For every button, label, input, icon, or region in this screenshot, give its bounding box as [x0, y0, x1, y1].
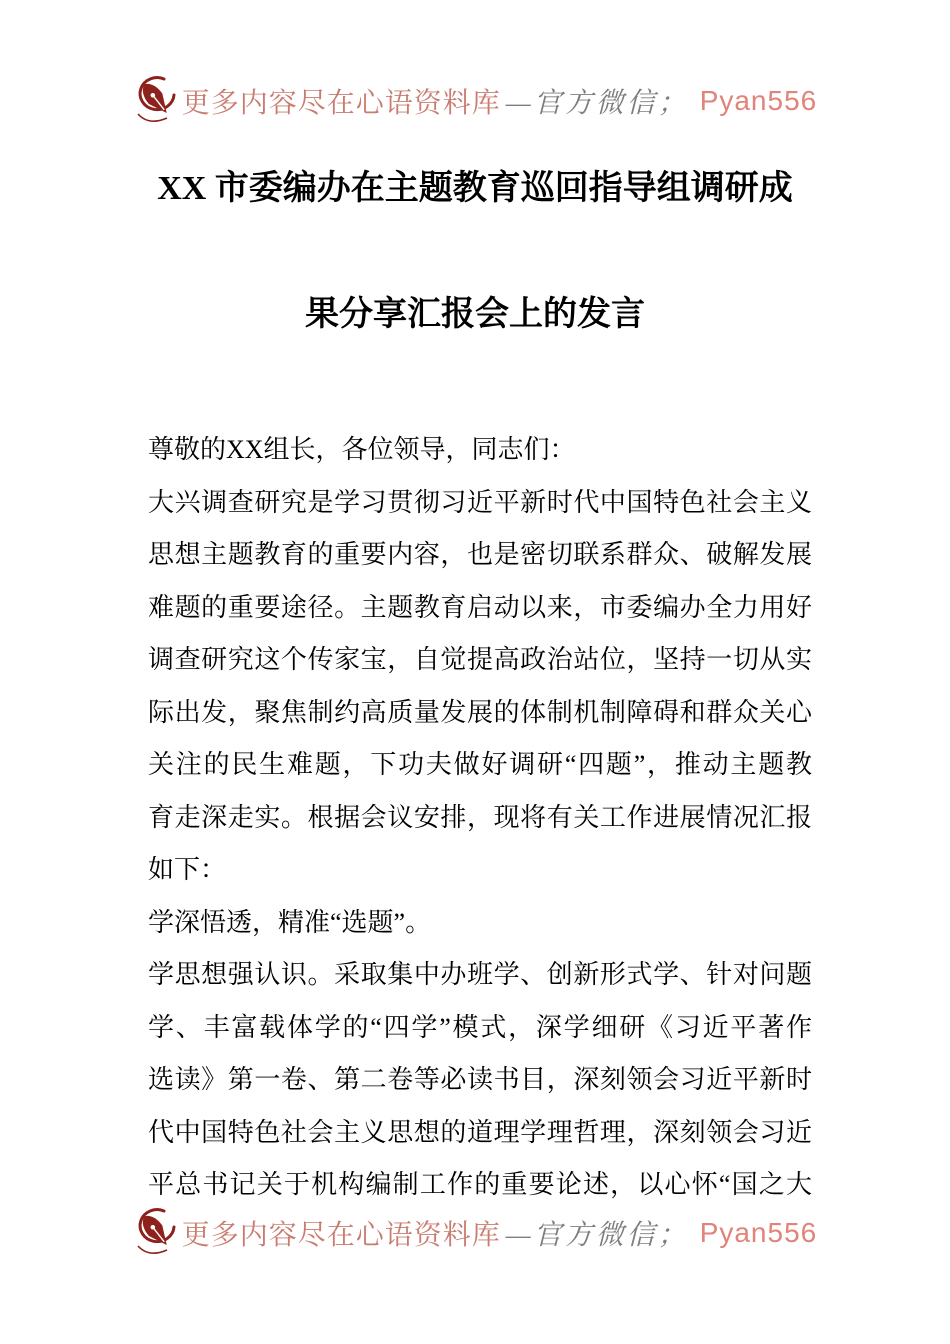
body-line: 代中国特色社会主义思想的道理学理哲理，深刻领会习近	[148, 1117, 812, 1147]
body-line: 选读》第一卷、第二卷等必读书目，深刻领会习近平新时	[148, 1065, 812, 1094]
document-title	[0, 126, 950, 378]
watermark-text-dash: —官方微信；	[505, 88, 689, 119]
body-line: 大兴调查研究是学习贯彻习近平新时代中国特色社会主义	[148, 487, 812, 517]
body-line: 学深悟透，精准“选题”。	[148, 907, 432, 937]
body-line: 平总书记关于机构编制工作的重要论述，以心怀“国之大	[148, 1170, 812, 1199]
watermark-wechat-id: Pyan556	[699, 1217, 818, 1248]
watermark-text-main: 更多内容尽在心语资料库	[181, 88, 501, 119]
footer-watermark	[0, 1204, 950, 1262]
document-title-line1: XX 市委编办在主题教育巡回指导组调研成	[157, 170, 793, 207]
watermark-text-main: 更多内容尽在心语资料库	[181, 1220, 501, 1251]
body-line: 学思想强认识。采取集中办班学、创新形式学、针对问题	[148, 960, 812, 989]
pen-nib-logo-icon	[133, 1204, 177, 1262]
body-line: 际出发，聚焦制约高质量发展的体制机制障碍和群众关心	[148, 697, 812, 727]
watermark-text-dash: —官方微信；	[505, 1220, 689, 1251]
body-line: 关注的民生难题，下功夫做好调研“四题”，推动主题教	[148, 750, 812, 779]
body-line: 尊敬的XX组长，各位领导，同志们：	[148, 435, 576, 464]
body-line: 难题的重要途径。主题教育启动以来，市委编办全力用好	[148, 592, 812, 622]
body-line: 育走深走实。根据会议安排，现将有关工作进展情况汇报	[148, 802, 812, 832]
body-line: 如下：	[148, 855, 227, 884]
body-text	[148, 424, 812, 1212]
document-title-line2: 果分享汇报会上的发言	[305, 296, 645, 333]
header-watermark	[0, 72, 950, 130]
body-line: 学、丰富载体学的“四学”模式，深学细研《习近平著作	[148, 1012, 812, 1042]
watermark-wechat-id: Pyan556	[699, 85, 818, 116]
body-line: 思想主题教育的重要内容，也是密切联系群众、破解发展	[148, 540, 812, 569]
body-line: 调查研究这个传家宝，自觉提高政治站位，坚持一切从实	[148, 645, 812, 674]
pen-nib-logo-icon	[133, 72, 177, 130]
